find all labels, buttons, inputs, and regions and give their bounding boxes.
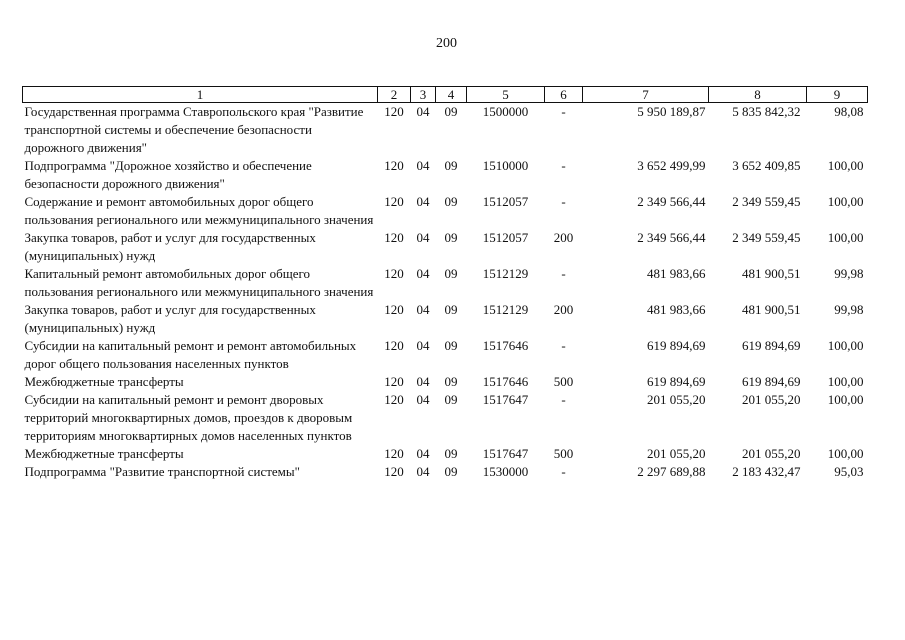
page-number: 200	[436, 36, 457, 51]
subsection-code: 09	[444, 158, 458, 173]
column-header: 2	[378, 87, 411, 103]
planned-amount: 5 950 189,87	[637, 104, 706, 119]
ministry-code: 120	[384, 392, 404, 407]
section-code: 04	[416, 158, 430, 173]
table-row	[23, 229, 868, 265]
table-row	[23, 463, 868, 481]
target-article-code: 1517646	[482, 374, 529, 389]
expense-type-code: -	[561, 392, 566, 407]
target-article-code: 1517647	[482, 446, 529, 461]
column-header: 9	[807, 87, 868, 103]
execution-percent: 100,00	[827, 446, 864, 461]
executed-amount: 619 894,69	[742, 338, 801, 353]
section-code: 04	[416, 104, 430, 119]
subsection-code: 09	[444, 446, 458, 461]
planned-amount: 481 983,66	[647, 302, 706, 317]
ministry-code: 120	[384, 230, 404, 245]
ministry-code: 120	[384, 302, 404, 317]
ministry-code: 120	[384, 338, 404, 353]
item-name: Закупка товаров, работ и услуг для государственных (муниципальных) нужд	[24, 230, 316, 263]
ministry-code: 120	[384, 446, 404, 461]
expense-type-code: -	[561, 194, 566, 209]
planned-amount: 2 297 689,88	[637, 464, 706, 479]
ministry-code: 120	[384, 374, 404, 389]
executed-amount: 201 055,20	[742, 446, 801, 461]
execution-percent: 100,00	[827, 338, 864, 353]
section-code: 04	[416, 230, 430, 245]
executed-amount: 2 183 432,47	[732, 464, 801, 479]
expense-type-code: 200	[553, 230, 574, 245]
item-name: Закупка товаров, работ и услуг для государственных (муниципальных) нужд	[24, 302, 316, 335]
subsection-code: 09	[444, 392, 458, 407]
table-row	[23, 157, 868, 193]
column-header: 5	[467, 87, 545, 103]
subsection-code: 09	[444, 302, 458, 317]
planned-amount: 201 055,20	[647, 392, 706, 407]
item-name: Межбюджетные трансферты	[24, 374, 184, 389]
expense-type-code: -	[561, 158, 566, 173]
expense-type-code: -	[561, 104, 566, 119]
execution-percent: 100,00	[827, 374, 864, 389]
execution-percent: 100,00	[827, 194, 864, 209]
column-header: 1	[23, 87, 378, 103]
ministry-code: 120	[384, 194, 404, 209]
planned-amount: 481 983,66	[647, 266, 706, 281]
table-row	[23, 391, 868, 445]
expense-type-code: -	[561, 464, 566, 479]
planned-amount: 3 652 499,99	[637, 158, 706, 173]
executed-amount: 2 349 559,45	[732, 230, 801, 245]
table-header-row	[23, 87, 868, 103]
column-header: 4	[436, 87, 467, 103]
section-code: 04	[416, 374, 430, 389]
item-name: Подпрограмма "Развитие транспортной системы"	[24, 464, 300, 479]
subsection-code: 09	[444, 338, 458, 353]
expense-type-code: -	[561, 338, 566, 353]
execution-percent: 100,00	[827, 158, 864, 173]
target-article-code: 1512057	[482, 194, 529, 209]
column-header: 8	[709, 87, 807, 103]
section-code: 04	[416, 266, 430, 281]
subsection-code: 09	[444, 374, 458, 389]
item-name: Содержание и ремонт автомобильных дорог общего пользования регионального или межмуниципального значения	[24, 194, 374, 227]
section-code: 04	[416, 464, 430, 479]
ministry-code: 120	[384, 158, 404, 173]
subsection-code: 09	[444, 266, 458, 281]
expense-type-code: 500	[553, 446, 574, 461]
item-name: Субсидии на капитальный ремонт и ремонт автомобильных дорог общего пользования населенных пунктов	[24, 338, 357, 371]
planned-amount: 2 349 566,44	[637, 194, 706, 209]
executed-amount: 5 835 842,32	[732, 104, 801, 119]
planned-amount: 619 894,69	[647, 374, 706, 389]
target-article-code: 1512057	[482, 230, 529, 245]
execution-percent: 100,00	[827, 230, 864, 245]
subsection-code: 09	[444, 194, 458, 209]
section-code: 04	[416, 392, 430, 407]
item-name: Межбюджетные трансферты	[24, 446, 184, 461]
target-article-code: 1530000	[482, 464, 529, 479]
item-name: Субсидии на капитальный ремонт и ремонт дворовых территорий многоквартирных домов, проездов к дворовым территориям многоквартирных домов населенных пунктов	[24, 392, 353, 443]
section-code: 04	[416, 302, 430, 317]
item-name: Государственная программа Ставропольского края "Развитие транспортной системы и обеспечение безопасности дорожного движения"	[24, 104, 364, 155]
item-name: Подпрограмма "Дорожное хозяйство и обеспечение безопасности дорожного движения"	[24, 158, 312, 191]
target-article-code: 1517646	[482, 338, 529, 353]
subsection-code: 09	[444, 230, 458, 245]
table-row	[23, 265, 868, 301]
table-row	[23, 301, 868, 337]
planned-amount: 201 055,20	[647, 446, 706, 461]
table-row	[23, 193, 868, 229]
table-row	[23, 337, 868, 373]
executed-amount: 619 894,69	[742, 374, 801, 389]
section-code: 04	[416, 194, 430, 209]
subsection-code: 09	[444, 104, 458, 119]
ministry-code: 120	[384, 266, 404, 281]
table-row	[23, 445, 868, 463]
ministry-code: 120	[384, 464, 404, 479]
target-article-code: 1500000	[482, 104, 529, 119]
expense-type-code: 500	[553, 374, 574, 389]
executed-amount: 201 055,20	[742, 392, 801, 407]
execution-percent: 99,98	[834, 266, 864, 281]
expense-type-code: -	[561, 266, 566, 281]
execution-percent: 95,03	[834, 464, 864, 479]
execution-percent: 100,00	[827, 392, 864, 407]
table-row	[23, 373, 868, 391]
column-header: 7	[583, 87, 709, 103]
planned-amount: 619 894,69	[647, 338, 706, 353]
execution-percent: 98,08	[834, 104, 864, 119]
execution-percent: 99,98	[834, 302, 864, 317]
executed-amount: 481 900,51	[742, 302, 801, 317]
item-name: Капитальный ремонт автомобильных дорог общего пользования регионального или межмуниципального значения	[24, 266, 374, 299]
section-code: 04	[416, 338, 430, 353]
expense-type-code: 200	[553, 302, 574, 317]
section-code: 04	[416, 446, 430, 461]
executed-amount: 3 652 409,85	[732, 158, 801, 173]
subsection-code: 09	[444, 464, 458, 479]
table-row	[23, 103, 868, 158]
executed-amount: 2 349 559,45	[732, 194, 801, 209]
target-article-code: 1512129	[482, 302, 529, 317]
target-article-code: 1510000	[482, 158, 529, 173]
executed-amount: 481 900,51	[742, 266, 801, 281]
ministry-code: 120	[384, 104, 404, 119]
target-article-code: 1517647	[482, 392, 529, 407]
column-header: 3	[411, 87, 436, 103]
target-article-code: 1512129	[482, 266, 529, 281]
budget-table	[22, 86, 868, 481]
planned-amount: 2 349 566,44	[637, 230, 706, 245]
column-header: 6	[545, 87, 583, 103]
